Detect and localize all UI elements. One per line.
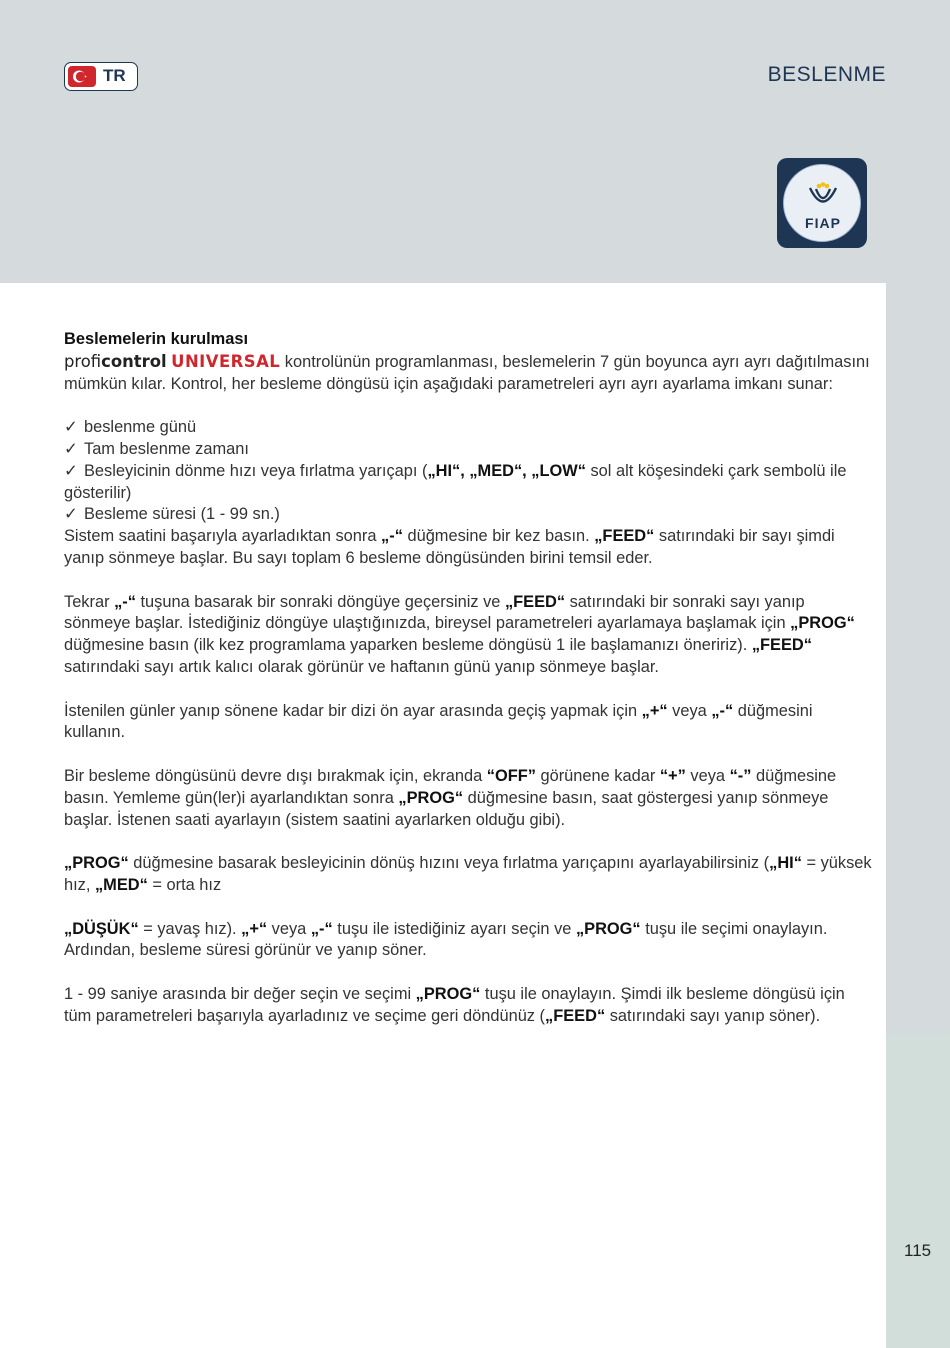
logo-circle: [783, 164, 861, 242]
intro-paragraph: [64, 351, 874, 396]
paragraph-2: Tekrar „-“ tuşuna basarak bir sonraki döngüye geçersiniz ve „FEED“ satırındaki bir sonraki sayı yanıp sönmeye başlar. İstediğiniz döngüye ulaştığınızda, bireysel parametreleri ayarlamaya başlamak için „PROG“ düğmesine basın (ilk kez programlama yaparken besleme döngüsü 1 ile başlamanızı öneririz). „FEED“ satırındaki sayı artık kalıcı olarak görünür ve haftanın günü yanıp sönmeye başlar.: [64, 592, 855, 676]
checklist-item: ✓ beslenme günü: [64, 417, 874, 439]
checkmark-icon: ✓: [64, 418, 78, 437]
language-badge: [64, 62, 138, 91]
checklist-item: ✓ Besleme süresi (1 - 99 sn.): [64, 504, 874, 526]
logo-text: FIAP: [805, 215, 841, 231]
brand-universal: UNIVERSAL: [171, 351, 281, 371]
checklist-item: ✓ Tam beslenme zamanı: [64, 439, 874, 461]
paragraph-5: „PROG“ düğmesine basarak besleyicinin dönüş hızını veya fırlatma yarıçapını ayarlayabilirsiniz („HI“ = yüksek hız, „MED“ = orta hız: [64, 854, 872, 894]
content-heading: Beslemelerin kurulması: [64, 330, 249, 348]
paragraph-7: 1 - 99 saniye arasında bir değer seçin ve seçimi „PROG“ tuşu ile onaylayın. Şimdi ilk besleme döngüsü için tüm parametreleri başarıyla ayarladınız ve seçime geri döndünüz („FEED“ satırındaki sayı yanıp söner).: [64, 984, 845, 1025]
paragraph-4: Bir besleme döngüsünü devre dışı bırakmak için, ekranda “OFF” görünene kadar “+” veya “-” düğmesine basın. Yemleme gün(ler)i ayarlandıktan sonra „PROG“ düğmesine basın, saat göstergesi yanıp sönmeye başlar. İstenen saati ayarlayın (sistem saatini ayarlarken olduğu gibi).: [64, 766, 837, 829]
paragraph-6-line2: Ardından, besleme süresi görünür ve yanıp söner.: [64, 941, 427, 960]
right-margin-strip-bottom: [886, 1035, 950, 1348]
turkey-flag-icon: [68, 66, 96, 87]
main-content: [64, 329, 874, 1028]
brand-control: control: [101, 351, 167, 371]
section-title: BESLENME: [767, 63, 886, 86]
checkmark-icon: ✓: [64, 461, 78, 480]
checklist-item: ✓ Besleyicinin dönme hızı veya fırlatma yarıçapı („HI“, „MED“, „LOW“ sol alt köşesindeki çark sembolü ile gösterilir): [64, 461, 847, 502]
fiap-logo: [777, 158, 867, 248]
language-code: TR: [103, 66, 126, 85]
paragraph-1: Sistem saatini başarıyla ayarladıktan sonra „-“ düğmesine bir kez basın. „FEED“ satırındaki bir sayı şimdi yanıp sönmeye başlar. Bu sayı toplam 6 besleme döngüsünden birini temsil eder.: [64, 527, 835, 567]
checkmark-icon: ✓: [64, 439, 78, 458]
paragraph-6: „DÜŞÜK“ = yavaş hız). „+“ veya „-“ tuşu ile istediğiniz ayarı seçin ve „PROG“ tuşu ile seçimi onaylayın.: [64, 919, 828, 938]
fish-emblem-icon: [806, 181, 840, 213]
checkmark-icon: ✓: [64, 505, 78, 524]
paragraph-3: İstenilen günler yanıp sönene kadar bir dizi ön ayar arasında geçiş yapmak için „+“ veya „-“ düğmesini kullanın.: [64, 701, 813, 742]
page-number: 115: [904, 1241, 932, 1260]
intro-text: kontrolünün programlanması, beslemelerin 7 gün boyunca ayrı ayrı dağıtılmasını mümkün kılar. Kontrol, her besleme döngüsü için aşağıdaki parametreleri ayrı ayrı ayarlama imkanı sunar:: [64, 352, 870, 393]
brand-profi: profi: [64, 351, 102, 371]
right-margin-strip: [886, 283, 950, 1035]
